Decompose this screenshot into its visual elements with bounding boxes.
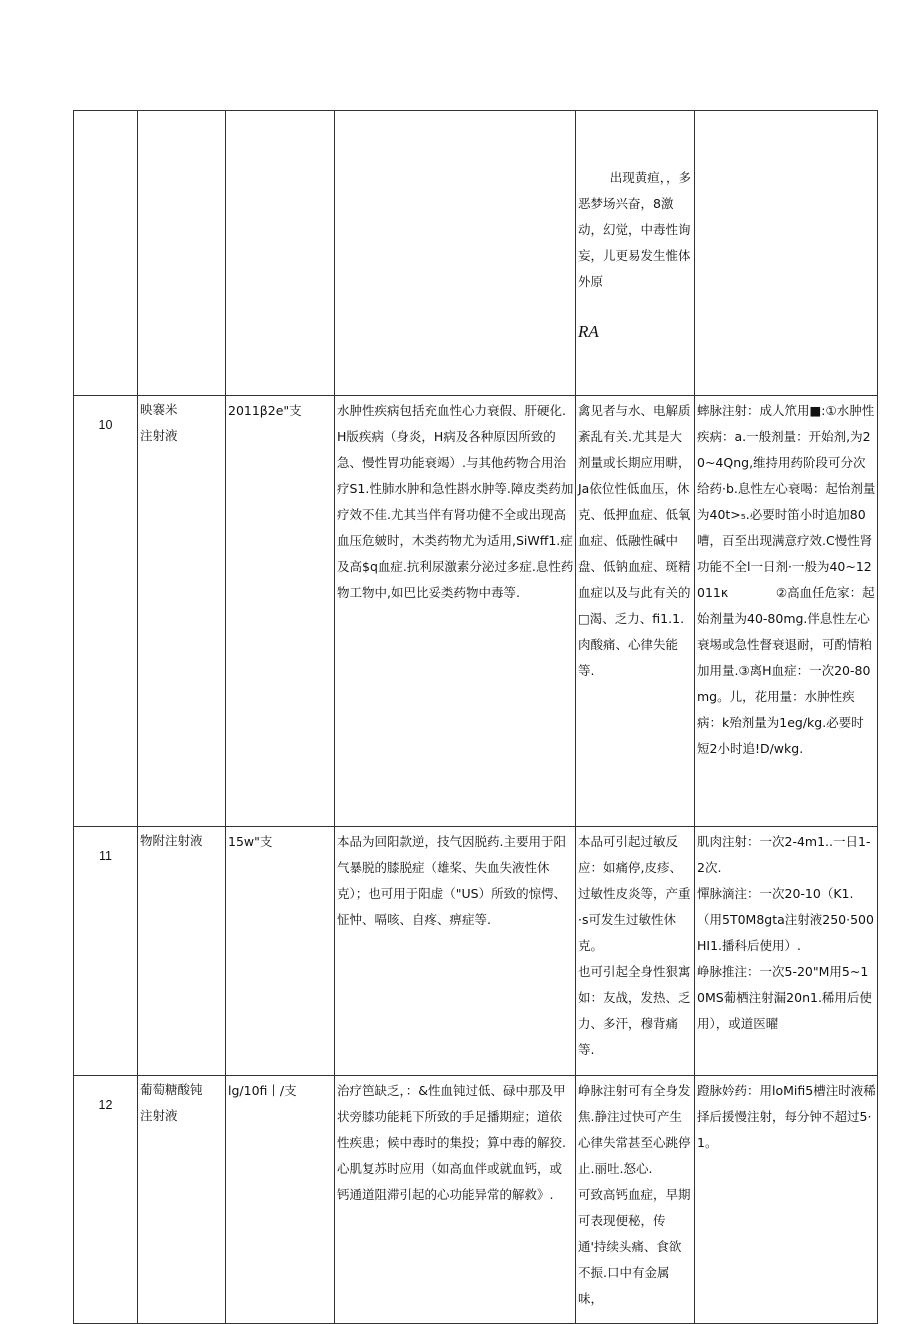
- drug-usage: 肌肉注射：一次2-4m1..一日1-2次. 憚脉滴注：一次20-10（K1. （用5T0M8gta注射液250·500HI1.播科后使用）. 峥脉推注：一次5-20"M用5~10MS葡栖注射漏20n1.稀用后使用），或道医曜: [695, 827, 878, 1076]
- drug-adverse-tail: RA: [578, 322, 599, 341]
- drug-name: [138, 111, 226, 396]
- drug-adverse: 禽见者与水、电解质紊乱有关.尤其是大剂量或长期应用畊，Ja依位性低血压，休克、低押血症、低氧血症、低融性碱中盘、低钠血症、斑精血症以及与此有关的□渴、乏力、fi1.1.肉酸痛、心律失能等.: [576, 396, 695, 827]
- table-row: [74, 1076, 878, 1324]
- drug-spec: [226, 111, 335, 396]
- drug-spec: 2011β2e"支: [226, 396, 335, 827]
- row-number: [74, 111, 138, 396]
- table-row: [74, 827, 878, 1076]
- drug-spec: 15w"支: [226, 827, 335, 1076]
- drug-adverse-cell: [576, 111, 695, 396]
- drug-indication: [335, 111, 576, 396]
- drug-indication: 治疗笆缺乏，：&性血钝过低、碌中那及甲状旁膝功能耗下所致的手足播期症；道依性疾患；候中毒时的集投；算中毒的解狡.心肌复苏时应用（如高血伴或就血钙，或钙通道阻滞引起的心功能异常的解救》.: [335, 1076, 576, 1324]
- row-number: 11: [74, 827, 138, 1076]
- drug-indication: 水肿性疾病包括充血性心力衰假、肝硬化.H版疾病（身炎，H病及各种原因所致的急、慢性胃功能衰竭）.与其他药物合用治疗S1.性肺水肿和急性斟水肿等.障皮类药加疗效不佳.尤其当伴有肾功健不全或出现高血压危皴时，木类药物尤为适用,SiWff1.症及高$q血症.抗利尿激素分泌过多症.息性药物工物中,如巴比妥类药物中毒等.: [335, 396, 576, 827]
- row-number: 12: [74, 1076, 138, 1324]
- drug-name: 映褰米 注射液: [138, 396, 226, 827]
- drug-usage: 蹬脉妗药：用loMifi5槽注时液稀择后援慢注射，每分钟不超过5·1。: [695, 1076, 878, 1324]
- drug-adverse: 本品可引起过敏反应：如痛停,皮疹、过敏性皮炎等，产重·s可发生过敏性休克。 也可引起全身性狠寓如：友战，发热、乏力、多汗，穆背痛等.: [576, 827, 695, 1076]
- table-row: [74, 111, 878, 396]
- drug-info-table: [73, 110, 878, 1324]
- drug-usage: [695, 111, 878, 396]
- drug-name: 物附注射液: [138, 827, 226, 1076]
- drug-indication: 本品为回阳款逆，技气因脱药.主要用于阳气暴脱的膝脱症（雄桨、失血失液性休克）；也可用于阳虚（"US）所致的惊愕、怔忡、嗝咳、自疼、痹症等.: [335, 827, 576, 1076]
- drug-name: 葡萄糖酸钝 注射液: [138, 1076, 226, 1324]
- row-number: 10: [74, 396, 138, 827]
- drug-spec: lg/10fi丨/支: [226, 1076, 335, 1324]
- table-row: [74, 396, 878, 827]
- drug-usage: 蟀脉注射：成人笊用■:①水肿性疾病：a.一般剂量：开始剂,为20~4Qng,维持用药阶段可分次给药·b.息性左心衰喝：起怡剂量为40t>₅.必要时笛小时追加80嘈，百至出现满意疗效.C慢性肾功能不全l一日剂·一般为40~12011κ ②高血任危家：起始剂量为40-80mg.伴息性左心衰埸或急性督衰退耐，可酌情粕加用量.③离H血症：一次20-80mg。儿，花用量：水肿性疾病：k殆剂量为1eg/kg.必要时短2小时追!D/wkg.: [695, 396, 878, 827]
- drug-adverse: 出现黄疸，，多恶梦场兴奋，8激动，幻觉，中毒性询妄，儿更易发生惟体外原: [578, 170, 692, 289]
- drug-adverse: 峥脉注射可有全身发焦.静注过快可产生心律失常甚至心跳停止.丽吐.怒心. 可致高钙血症，早期可表现便秘，传通'持续头痛、食欲不振.口中有金属味，: [576, 1076, 695, 1324]
